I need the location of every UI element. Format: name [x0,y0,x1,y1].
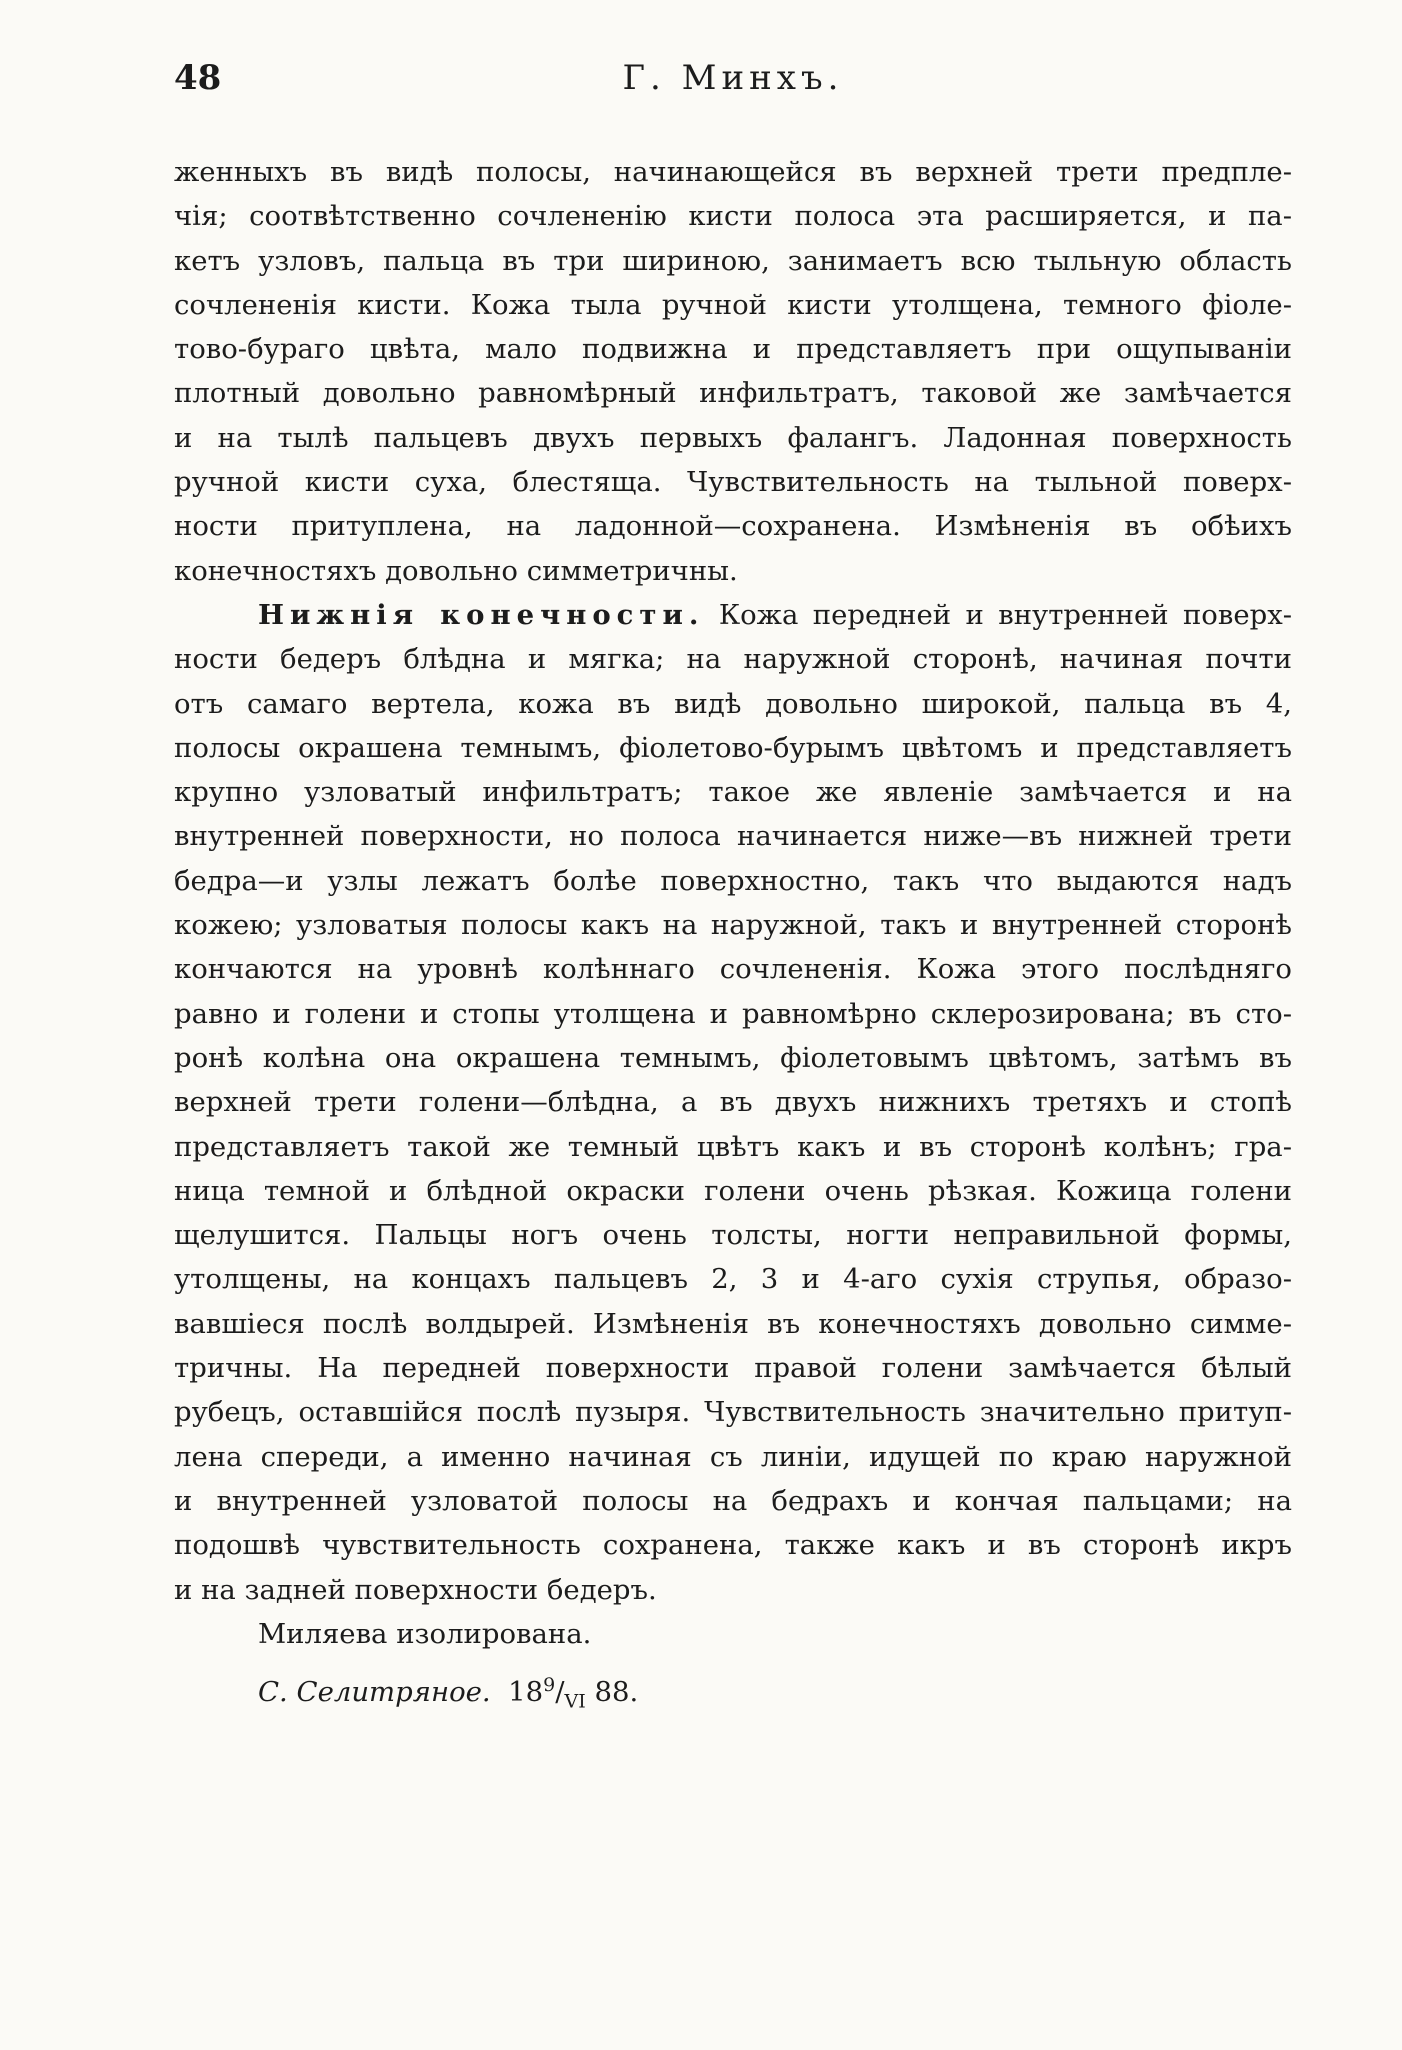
text-line: чія; соотвѣтственно сочлененію кисти полоса эта расширяется, и па- [174,200,1292,233]
text-line: ручной кисти суха, блестяща. Чувствительность на тыльной поверх- [174,466,1292,499]
text-line: кожею; узловатыя полосы какъ на наружной, такъ и внутренней сторонѣ [174,909,1292,942]
text-line: ности бедеръ блѣдна и мягка; на наружной сторонѣ, начиная почти [174,643,1292,676]
page-header [174,58,1292,118]
paragraph-isolation-note: Миляева изолирована. [258,1617,592,1650]
text-line: представляетъ такой же темный цвѣтъ какъ и въ сторонѣ колѣнъ; гра- [174,1130,1292,1163]
text-line: сочлененія кисти. Кожа тыла ручной кисти утолщена, темного фіоле- [174,288,1292,321]
signature-place: С. Селитряное. [258,1676,491,1709]
paragraph-upper-limbs-continued [174,150,1292,593]
signature-month-num: 9 [543,1673,556,1696]
text-line: утолщены, на концахъ пальцевъ 2, 3 и 4-аго сухія струпья, образо- [174,1263,1292,1296]
signature-month-roman: VI [564,1690,586,1713]
text-line: ности притуплена, на ладонной—сохранена. Измѣненія въ обѣихъ [174,510,1292,543]
text-line: конечностяхъ довольно симметричны. [174,554,738,587]
text-line: полосы окрашена темнымъ, фіолетово-бурымъ цвѣтомъ и представляетъ [174,731,1292,764]
text-line: ронѣ колѣна она окрашена темнымъ, фіолетовымъ цвѣтомъ, затѣмъ въ [174,1041,1292,1074]
text-line: и на тылѣ пальцевъ двухъ первыхъ фалангъ. Ладонная поверхность [174,421,1292,454]
signature-line: С. Селитряное. $18^9/_{VI}$ 88. [258,1673,639,1713]
text-line: плотный довольно равномѣрный инфильтратъ, таковой же замѣчается [174,377,1292,410]
text-line: лена спереди, а именно начиная съ линіи, идущей по краю наружной [174,1440,1292,1473]
text-line: рубецъ, оставшійся послѣ пузыря. Чувствительность значительно притуп- [174,1396,1292,1429]
text-line: кончаются на уровнѣ колѣннаго сочлененія. Кожа этого послѣдняго [174,953,1292,986]
text-line: бедра—и узлы лежатъ болѣе поверхностно, такъ что выдаются надъ [174,864,1292,897]
text-line: отъ самаго вертела, кожа въ видѣ довольно широкой, пальца въ 4, [174,687,1292,720]
text-line: внутренней поверхности, но полоса начинается ниже—въ нижней трети [174,820,1292,853]
text-line: равно и голени и стопы утолщена и равномѣрно склерозирована; въ сто- [174,997,1292,1030]
text-line: женныхъ въ видѣ полосы, начинающейся въ верхней трети предпле- [174,156,1292,188]
signature-year: 88. [594,1676,639,1709]
running-title: Г. Минхъ. [622,58,844,98]
page-number: 48 [174,58,222,98]
text-line: ница темной и блѣдной окраски голени очень рѣзкая. Кожица голени [174,1174,1292,1207]
paragraph-lower-limbs-first-line-text: Кожа передней и внутренней поверх- [704,598,1293,631]
text-line: кетъ узловъ, пальца въ три шириною, занимаетъ всю тыльную область [174,244,1292,277]
text-line: тово-бураго цвѣта, мало подвижна и представляетъ при ощупываніи [174,333,1292,366]
text-line: крупно узловатый инфильтратъ; такое же явленіе замѣчается и на [174,776,1292,809]
paragraph-lower-limbs-first-line [174,593,1292,637]
text-line: верхней трети голени—блѣдна, а въ двухъ нижнихъ третяхъ и стопѣ [174,1086,1292,1119]
text-line: щелушится. Пальцы ногъ очень толсты, ногти неправильной формы, [174,1219,1292,1252]
paragraph-lower-limbs [174,637,1292,1567]
paragraph-lower-limbs-last-line: и на задней поверхности бедеръ. [174,1573,657,1606]
text-line: и внутренней узловатой полосы на бедрахъ и кончая пальцами; на [174,1484,1292,1517]
body-text [174,150,1292,1714]
text-line: вавшіеся послѣ волдырей. Измѣненія въ конечностяхъ довольно симме- [174,1307,1292,1340]
section-heading-lower-limbs: Нижнія конечности. [258,598,705,631]
signature-day: 18 [508,1676,544,1709]
text-line: подошвѣ чувствительность сохранена, также какъ и въ сторонѣ икръ [174,1529,1292,1562]
text-line: тричны. На передней поверхности правой голени замѣчается бѣлый [174,1352,1292,1385]
